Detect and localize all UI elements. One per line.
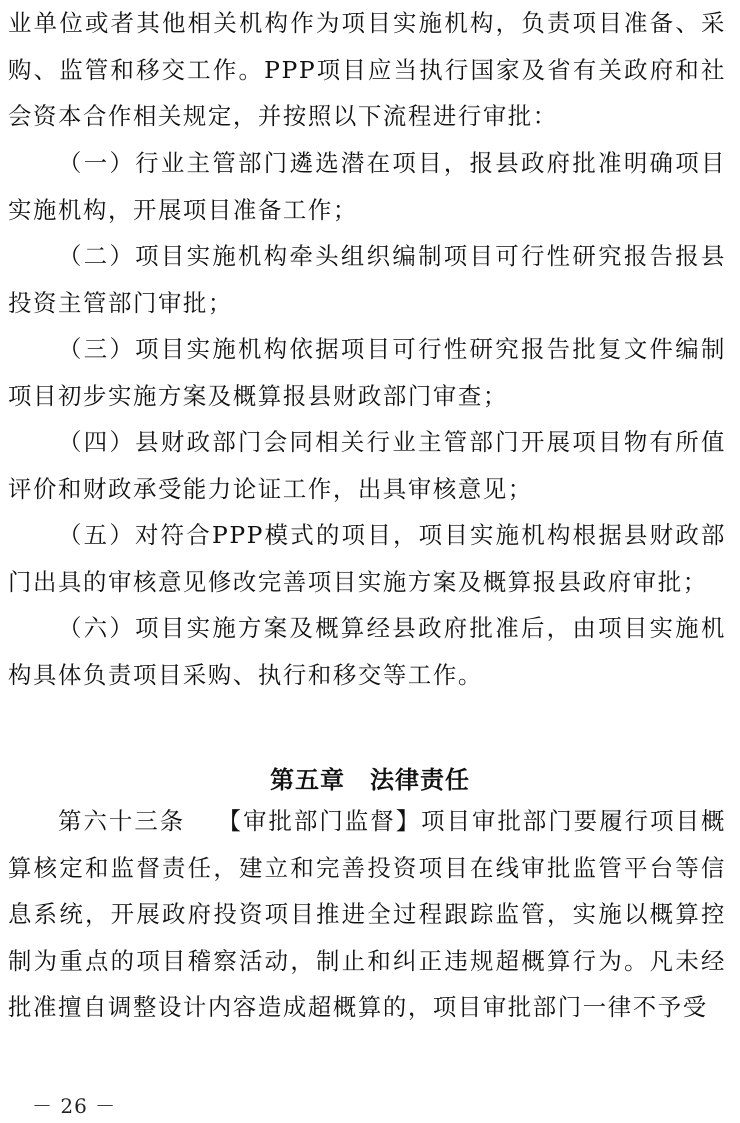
chapter-heading: 第五章 法律责任 [270,766,470,794]
step-2-paragraph: （二）项目实施机构牵头组织编制项目可行性研究报告报县投资主管部门审批； [8,242,726,317]
intro-paragraph: 业单位或者其他相关机构作为项目实施机构，负责项目准备、采购、监管和移交工作。PPP项目应当执行国家及省有关政府和社会资本合作相关规定，并按照以下流程进行审批： [8,9,726,130]
article-title: 【审批部门监督】 [217,807,422,835]
article-63-paragraph [8,798,726,1031]
step-4-paragraph: （四）县财政部门会同相关行业主管部门开展项目物有所值评价和财政承受能力论证工作，出具审核意见； [8,428,726,503]
page-number: － 26 － [32,1094,117,1118]
step-6-paragraph: （六）项目实施方案及概算经县政府批准后，由项目实施机构具体负责项目采购、执行和移交等工作。 [8,614,726,689]
article-label: 第六十三条 [58,807,186,835]
step-5-paragraph: （五）对符合PPP模式的项目，项目实施机构根据县财政部门出具的审核意见修改完善项目实施方案及概算报县政府审批； [8,521,726,596]
step-3-paragraph: （三）项目实施机构依据项目可行性研究报告批复文件编制项目初步实施方案及概算报县财政部门审查； [8,335,726,410]
step-1-paragraph: （一）行业主管部门遴选潜在项目，报县政府批准明确项目实施机构，开展项目准备工作； [8,149,726,224]
article-body: 项目审批部门要履行项目概算核定和监督责任，建立和完善投资项目在线审批监管平台等信息系统，开展政府投资项目推进全过程跟踪监管，实施以概算控制为重点的项目稽察活动，制止和纠正违规超概算行为。凡未经批准擅自调整设计内容造成超概算的，项目审批部门一律不予受 [8,807,726,1021]
